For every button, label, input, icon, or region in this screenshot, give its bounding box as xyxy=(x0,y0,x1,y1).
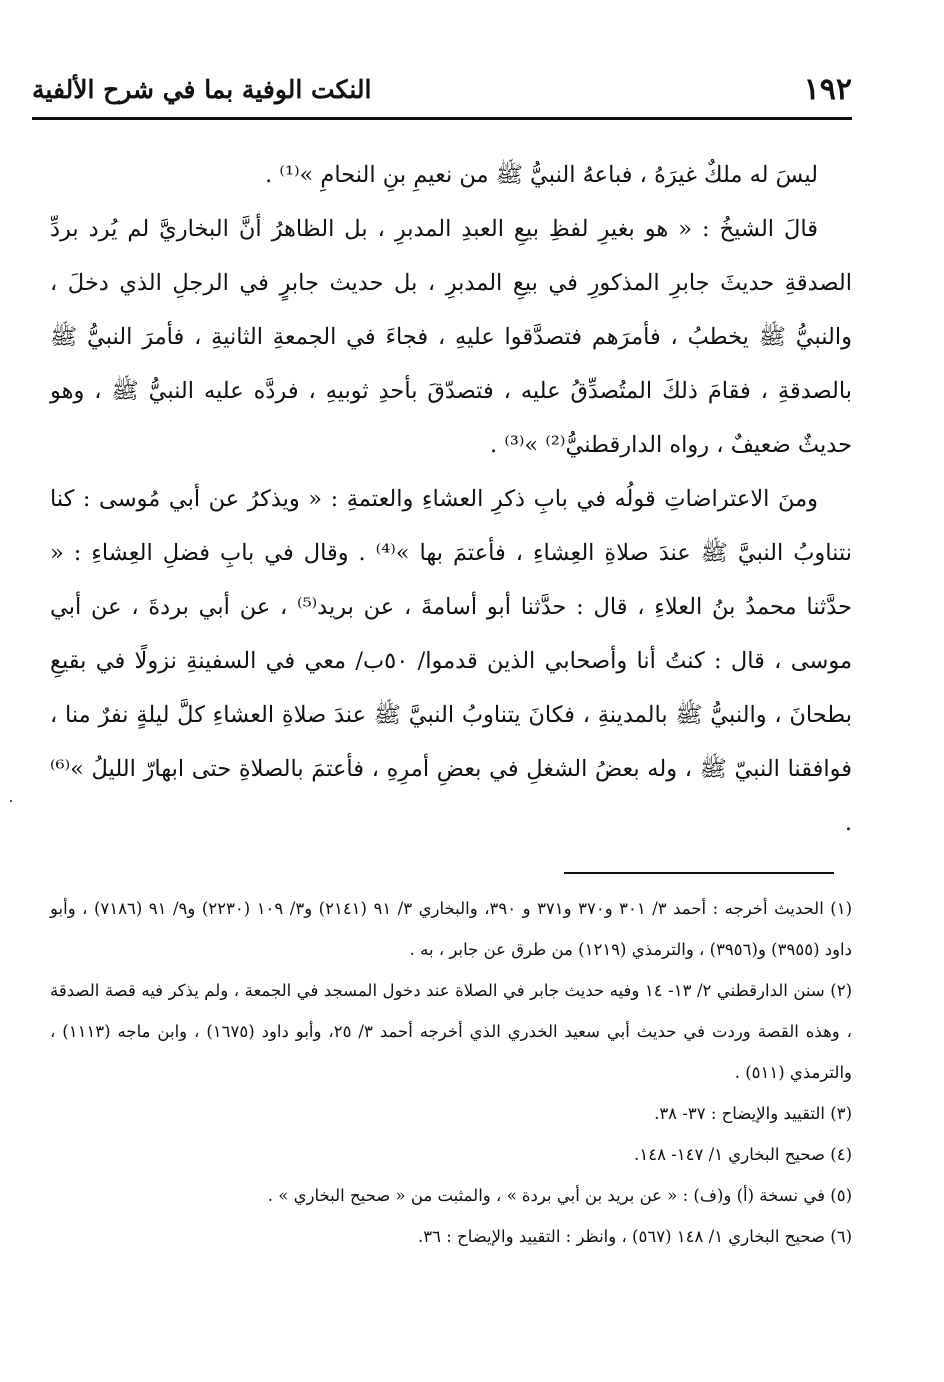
page-number: ١٩٢ xyxy=(803,72,852,107)
main-text xyxy=(50,148,852,850)
paragraph: قالَ الشيخُ : « هو بغيرِ لفظِ بيعِ العبدِ المدبرِ ، بل الظاهرُ أنَّ البخاريَّ لم يُرد بردِّ الصدقةِ حديثَ جابرِ المذكورِ في بيعِ المدبرِ ، بل حديث جابرٍ في الرجلِ الذي دخلَ ، والنبيُّ ﷺ يخطبُ ، فأمرَهم فتصدَّقوا عليهِ ، فجاءَ في الجمعةِ الثانيةِ ، فأمرَ النبيُّ ﷺ بالصدقةِ ، فقامَ ذلكَ المتُصدِّقُ عليه ، فتصدّقَ بأحدِ ثوبيهِ ، فردَّه عليه النبيُّ ﷺ ، وهو حديثٌ ضعيفٌ ، رواه الدارقطنيُّ⁽²⁾ »⁽³⁾ . xyxy=(50,216,852,458)
footnote: (٣) التقييد والإيضاح : ٣٧- ٣٨. xyxy=(654,1104,852,1123)
paragraph: ليسَ له ملكٌ غيرَهُ ، فباعهُ النبيُّ ﷺ من نعيمِ بنِ النحامِ »⁽¹⁾ . xyxy=(265,162,818,188)
header-rule xyxy=(32,117,852,120)
running-title: النكت الوفية بما في شرح الألفية xyxy=(32,75,372,104)
footnote-separator xyxy=(564,872,834,874)
footnotes xyxy=(50,888,852,1257)
paragraph: ومنَ الاعتراضاتِ قولُه في بابِ ذكرِ العشاءِ والعتمةِ : « ويذكرُ عن أبي مُوسى : كنا نتناوبُ النبيَّ ﷺ عندَ صلاةِ العِشاءِ ، فأعتمَ بها »⁽⁴⁾ . وقال في بابِ فضلِ العِشاءِ : « حدَّثنا محمدُ بنُ العلاءِ ، قال : حدَّثنا أبو أسامةَ ، عن بريد⁽⁵⁾ ، عن أبي بردةَ ، عن أبي موسى ، قال : كنتُ أنا وأصحابي الذين قدموا/ ٥٠ب/ معي في السفينةِ نزولًا في بقيعِ بطحانَ ، والنبيُّ ﷺ بالمدينةِ ، فكانَ يتناوبُ النبيَّ ﷺ عندَ صلاةِ العشاءِ كلَّ ليلةٍ نفرٌ منا ، فوافقنا النبيّ ﷺ ، وله بعضُ الشغلِ في بعضِ أمرِهِ ، فأعتمَ بالصلاةِ حتى ابهارّ الليلُ »⁽⁶⁾ . xyxy=(50,486,852,836)
footnote: (٤) صحيح البخاري ١/ ١٤٧- ١٤٨. xyxy=(634,1145,852,1164)
footnote: (٦) صحيح البخاري ١/ ١٤٨ (٥٦٧) ، وانظر : التقييد والإيضاح : ٣٦. xyxy=(418,1227,852,1246)
scan-speck xyxy=(10,800,12,802)
footnote: (١) الحديث أخرجه : أحمد ٣/ ٣٠١ و٣٧٠ و٣٧١ و ٣٩٠، والبخاري ٣/ ٩١ (٢١٤١) و٣/ ١٠٩ (٢٢٣٠) و٩/ ٩١ (٧١٨٦) ، وأبو داود (٣٩٥٥) و(٣٩٥٦) ، والترمذي (١٢١٩) من طرق عن جابر ، به . xyxy=(50,899,853,959)
footnote: (٥) في نسخة (أ) و(ف) : « عن بريد بن أبي بردة » ، والمثبت من « صحيح البخاري » . xyxy=(267,1186,852,1205)
footnote: (٢) سنن الدارقطني ٢/ ١٣- ١٤ وفيه حديث جابر في الصلاة عند دخول المسجد في الجمعة ، ولم يذكر فيه قصة الصدقة ، وهذه القصة وردت في حديث أبي سعيد الخدري الذي أخرجه أحمد ٣/ ٢٥، وأبو داود (١٦٧٥) ، وابن ماجه (١١١٣) ، والترمذي (٥١١) . xyxy=(50,981,853,1082)
page-header xyxy=(32,62,852,116)
